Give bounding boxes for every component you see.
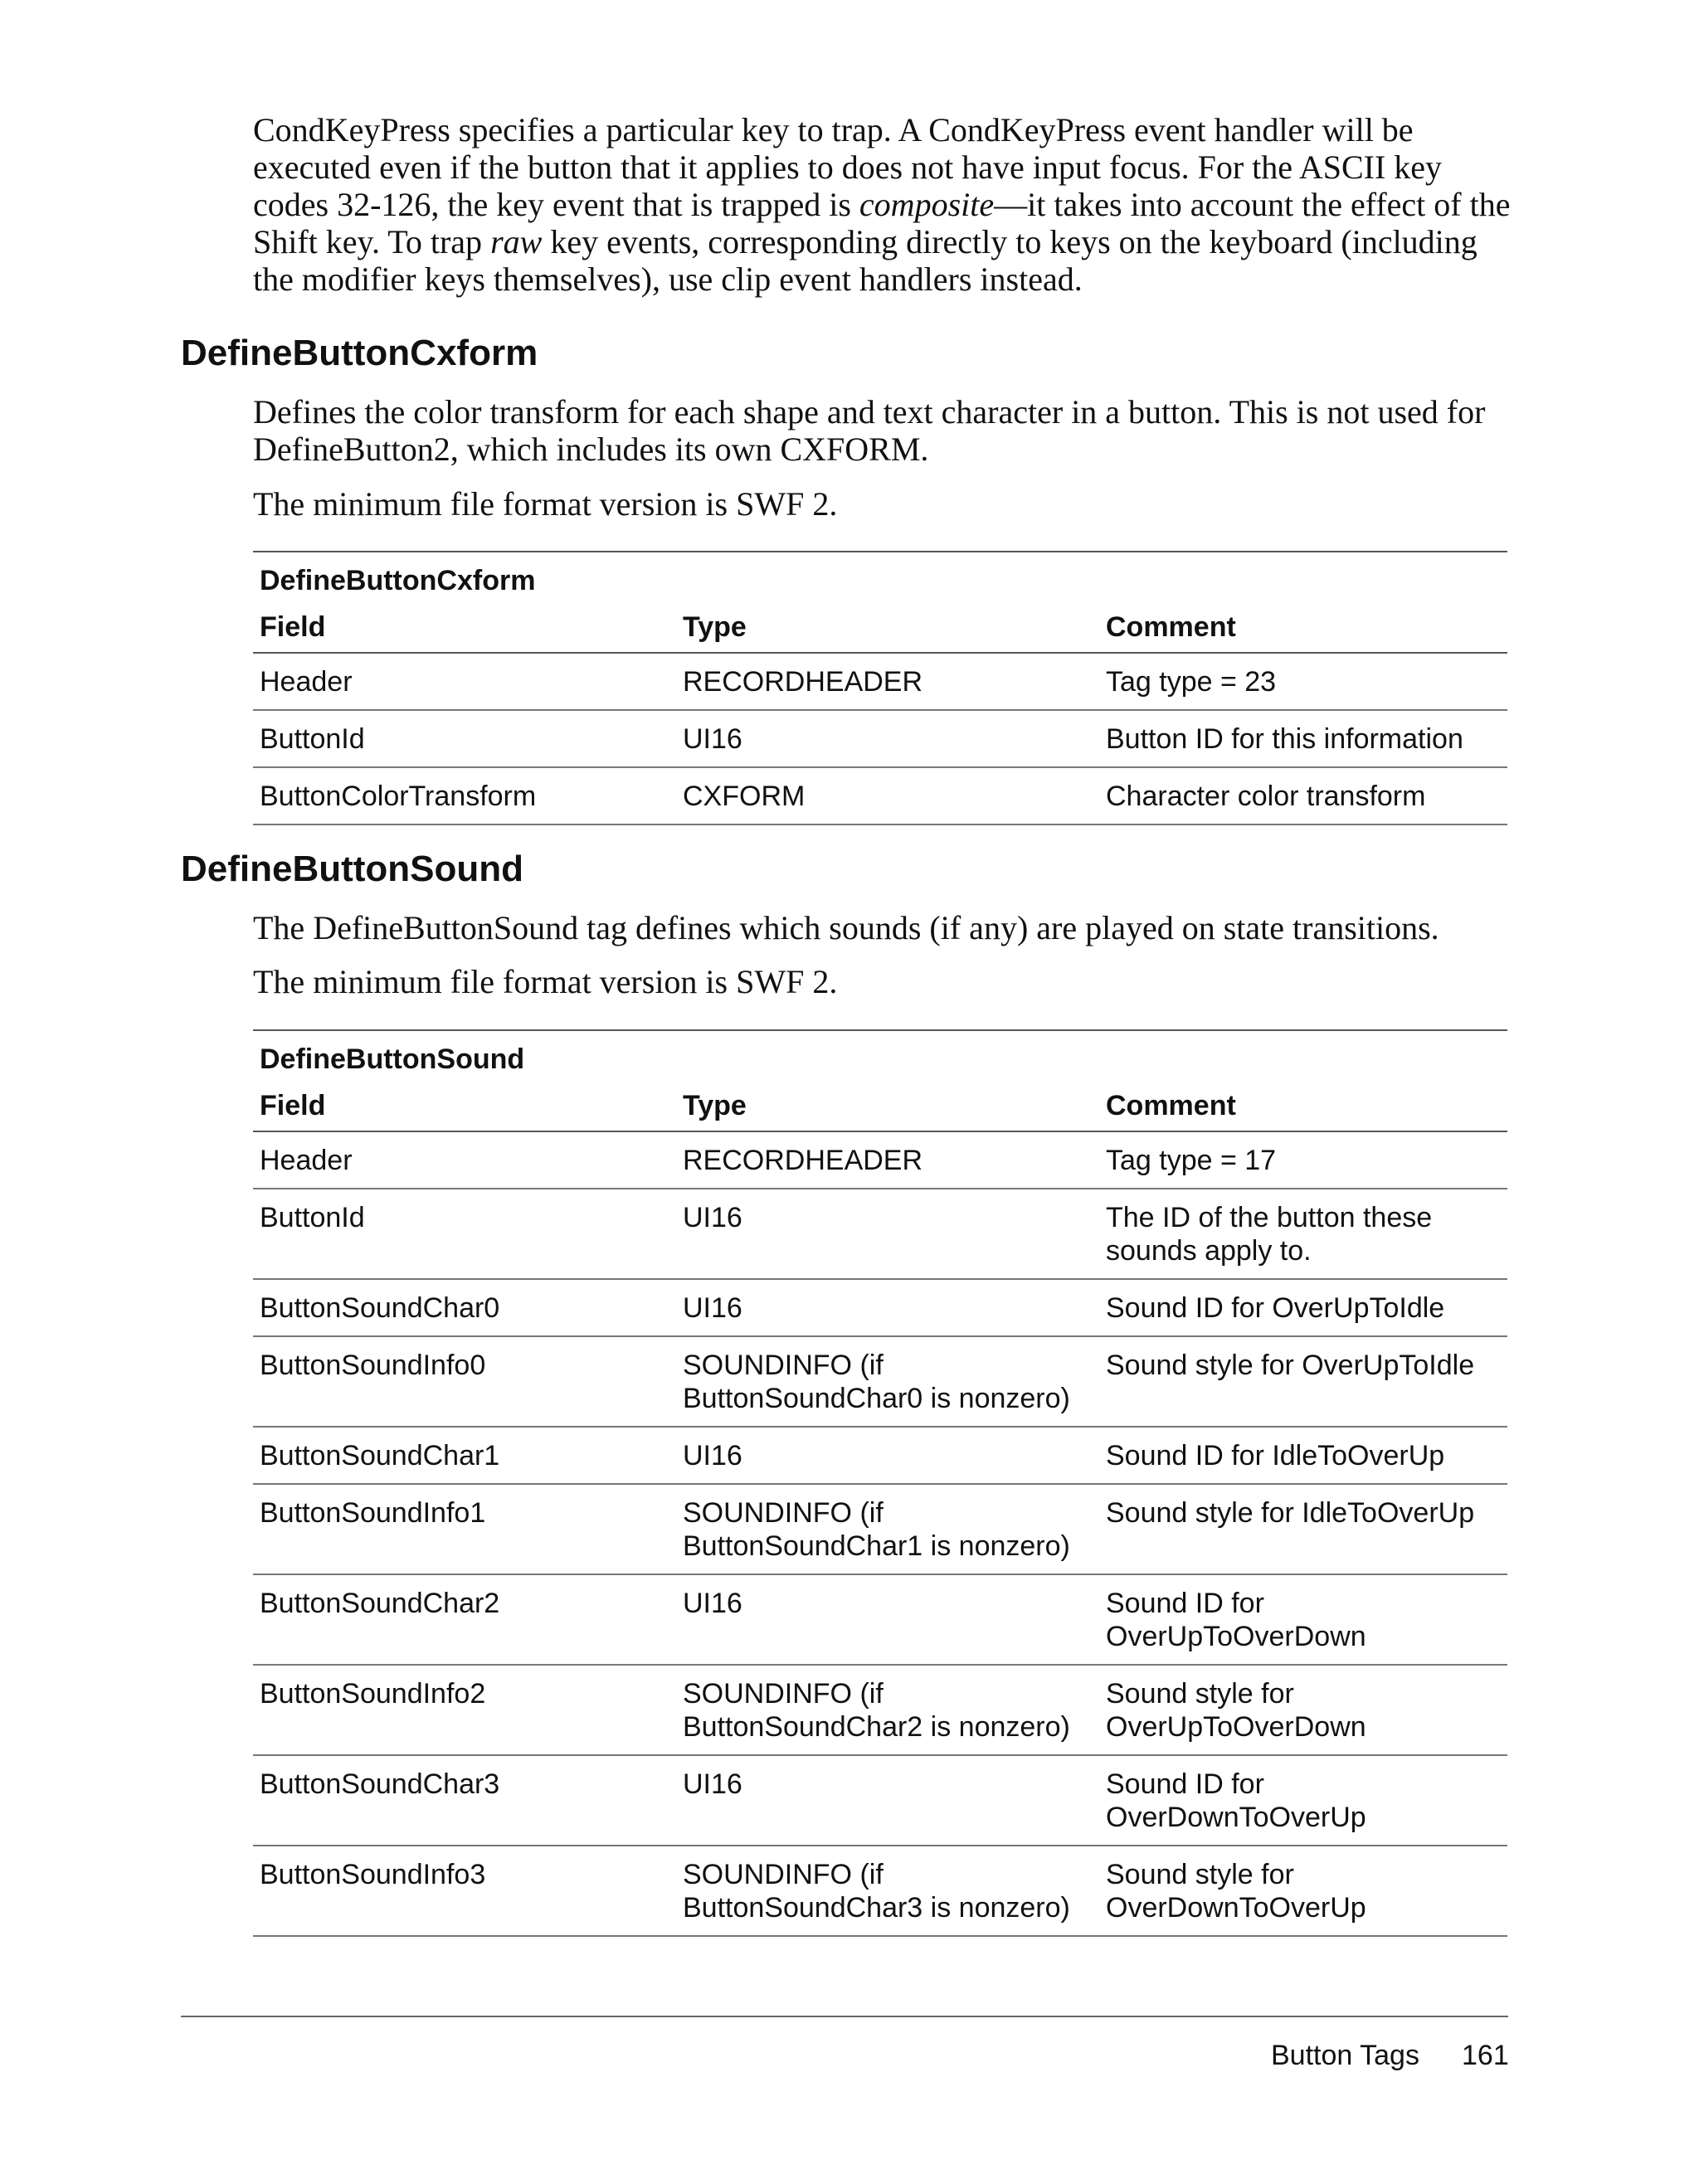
intro-text-2: —it takes into account the effect of the Shift key. To trap: [253, 186, 1511, 260]
cell-comment: Sound ID for OverDownToOverUp: [1099, 1755, 1507, 1846]
table-row: [253, 767, 1507, 824]
cell-field: ButtonColorTransform: [253, 767, 676, 824]
cell-comment: Sound style for IdleToOverUp: [1099, 1484, 1507, 1574]
column-header-type: Type: [676, 601, 1099, 653]
cxform-description: Defines the color transform for each shape and text character in a button. This is not used for DefineButton2, which includes its own CXFORM.: [253, 393, 1486, 468]
table-row: [253, 1131, 1507, 1189]
table-header-row: [253, 1079, 1507, 1131]
intro-emphasis-raw: raw: [490, 223, 543, 260]
cell-field: ButtonSoundInfo3: [253, 1846, 676, 1936]
cxform-version-note: The minimum file format version is SWF 2.: [253, 485, 838, 523]
intro-emphasis-composite: composite: [859, 186, 995, 223]
table-row: [253, 1279, 1507, 1336]
column-header-comment: Comment: [1099, 601, 1507, 653]
cell-type: SOUNDINFO (if ButtonSoundChar3 is nonzero): [676, 1846, 1099, 1936]
table-row: [253, 1665, 1507, 1755]
table-row: [253, 710, 1507, 767]
column-header-field: Field: [253, 601, 676, 653]
table-row: [253, 1755, 1507, 1846]
column-header-comment: Comment: [1099, 1079, 1507, 1131]
table-row: [253, 1574, 1507, 1665]
cxform-table: [253, 551, 1507, 825]
table-caption: DefineButtonSound: [260, 1043, 525, 1075]
cell-comment: Sound ID for IdleToOverUp: [1099, 1427, 1507, 1484]
section-heading-definebuttoncxform: DefineButtonCxform: [181, 333, 538, 373]
cell-field: ButtonSoundInfo1: [253, 1484, 676, 1574]
cell-comment: Sound style for OverUpToOverDown: [1099, 1665, 1507, 1755]
table-header-row: [253, 601, 1507, 653]
footer-page-number: 161: [1462, 2040, 1509, 2071]
cell-comment: Character color transform: [1099, 767, 1507, 824]
cell-comment: The ID of the button these sounds apply to.: [1099, 1189, 1507, 1279]
cell-comment: Tag type = 23: [1099, 653, 1507, 710]
table-caption: DefineButtonCxform: [260, 565, 536, 596]
cell-field: ButtonId: [253, 1189, 676, 1279]
cell-type: RECORDHEADER: [676, 1131, 1099, 1189]
cell-field: ButtonSoundChar2: [253, 1574, 676, 1665]
table-row: [253, 1189, 1507, 1279]
cell-field: ButtonSoundChar3: [253, 1755, 676, 1846]
sound-version-note: The minimum file format version is SWF 2.: [253, 963, 838, 1000]
cell-type: UI16: [676, 1279, 1099, 1336]
cell-field: ButtonId: [253, 710, 676, 767]
cell-field: Header: [253, 653, 676, 710]
cell-field: ButtonSoundInfo0: [253, 1336, 676, 1427]
footer-divider: [181, 2016, 1508, 2017]
column-header-field: Field: [253, 1079, 676, 1131]
cell-comment: Sound ID for OverUpToIdle: [1099, 1279, 1507, 1336]
intro-text-3: key events, corresponding directly to keys on the keyboard (including the modifier keys themselves), use clip event handlers instead.: [253, 223, 1477, 298]
section-heading-definebuttonsound: DefineButtonSound: [181, 849, 524, 889]
table-caption-row: [253, 552, 1507, 601]
cell-comment: Sound style for OverDownToOverUp: [1099, 1846, 1507, 1936]
cell-type: UI16: [676, 1427, 1099, 1484]
intro-text-1: CondKeyPress specifies a particular key to trap. A CondKeyPress event handler will be executed even if the button that it applies to does not have input focus. For the ASCII key codes 32-126, the key event that is trapped is: [253, 111, 1443, 223]
intro-paragraph: [253, 111, 1514, 298]
cell-type: SOUNDINFO (if ButtonSoundChar2 is nonzero): [676, 1665, 1099, 1755]
cell-type: UI16: [676, 710, 1099, 767]
cell-type: UI16: [676, 1189, 1099, 1279]
cell-field: ButtonSoundInfo2: [253, 1665, 676, 1755]
cell-type: RECORDHEADER: [676, 653, 1099, 710]
cell-field: Header: [253, 1131, 676, 1189]
cell-type: UI16: [676, 1755, 1099, 1846]
table-row: [253, 1336, 1507, 1427]
sound-description: The DefineButtonSound tag defines which sounds (if any) are played on state transitions.: [253, 909, 1439, 946]
cell-comment: Sound style for OverUpToIdle: [1099, 1336, 1507, 1427]
table-row: [253, 653, 1507, 710]
cell-field: ButtonSoundChar0: [253, 1279, 676, 1336]
cell-type: UI16: [676, 1574, 1099, 1665]
cell-comment: Tag type = 17: [1099, 1131, 1507, 1189]
cell-field: ButtonSoundChar1: [253, 1427, 676, 1484]
column-header-type: Type: [676, 1079, 1099, 1131]
table-row: [253, 1484, 1507, 1574]
cell-type: SOUNDINFO (if ButtonSoundChar0 is nonzero): [676, 1336, 1099, 1427]
sound-table: [253, 1029, 1507, 1937]
cell-comment: Sound ID for OverUpToOverDown: [1099, 1574, 1507, 1665]
table-row: [253, 1846, 1507, 1936]
cell-comment: Button ID for this information: [1099, 710, 1507, 767]
cell-type: CXFORM: [676, 767, 1099, 824]
footer-section-title: Button Tags: [1271, 2040, 1419, 2071]
table-caption-row: [253, 1030, 1507, 1079]
table-row: [253, 1427, 1507, 1484]
cell-type: SOUNDINFO (if ButtonSoundChar1 is nonzero): [676, 1484, 1099, 1574]
